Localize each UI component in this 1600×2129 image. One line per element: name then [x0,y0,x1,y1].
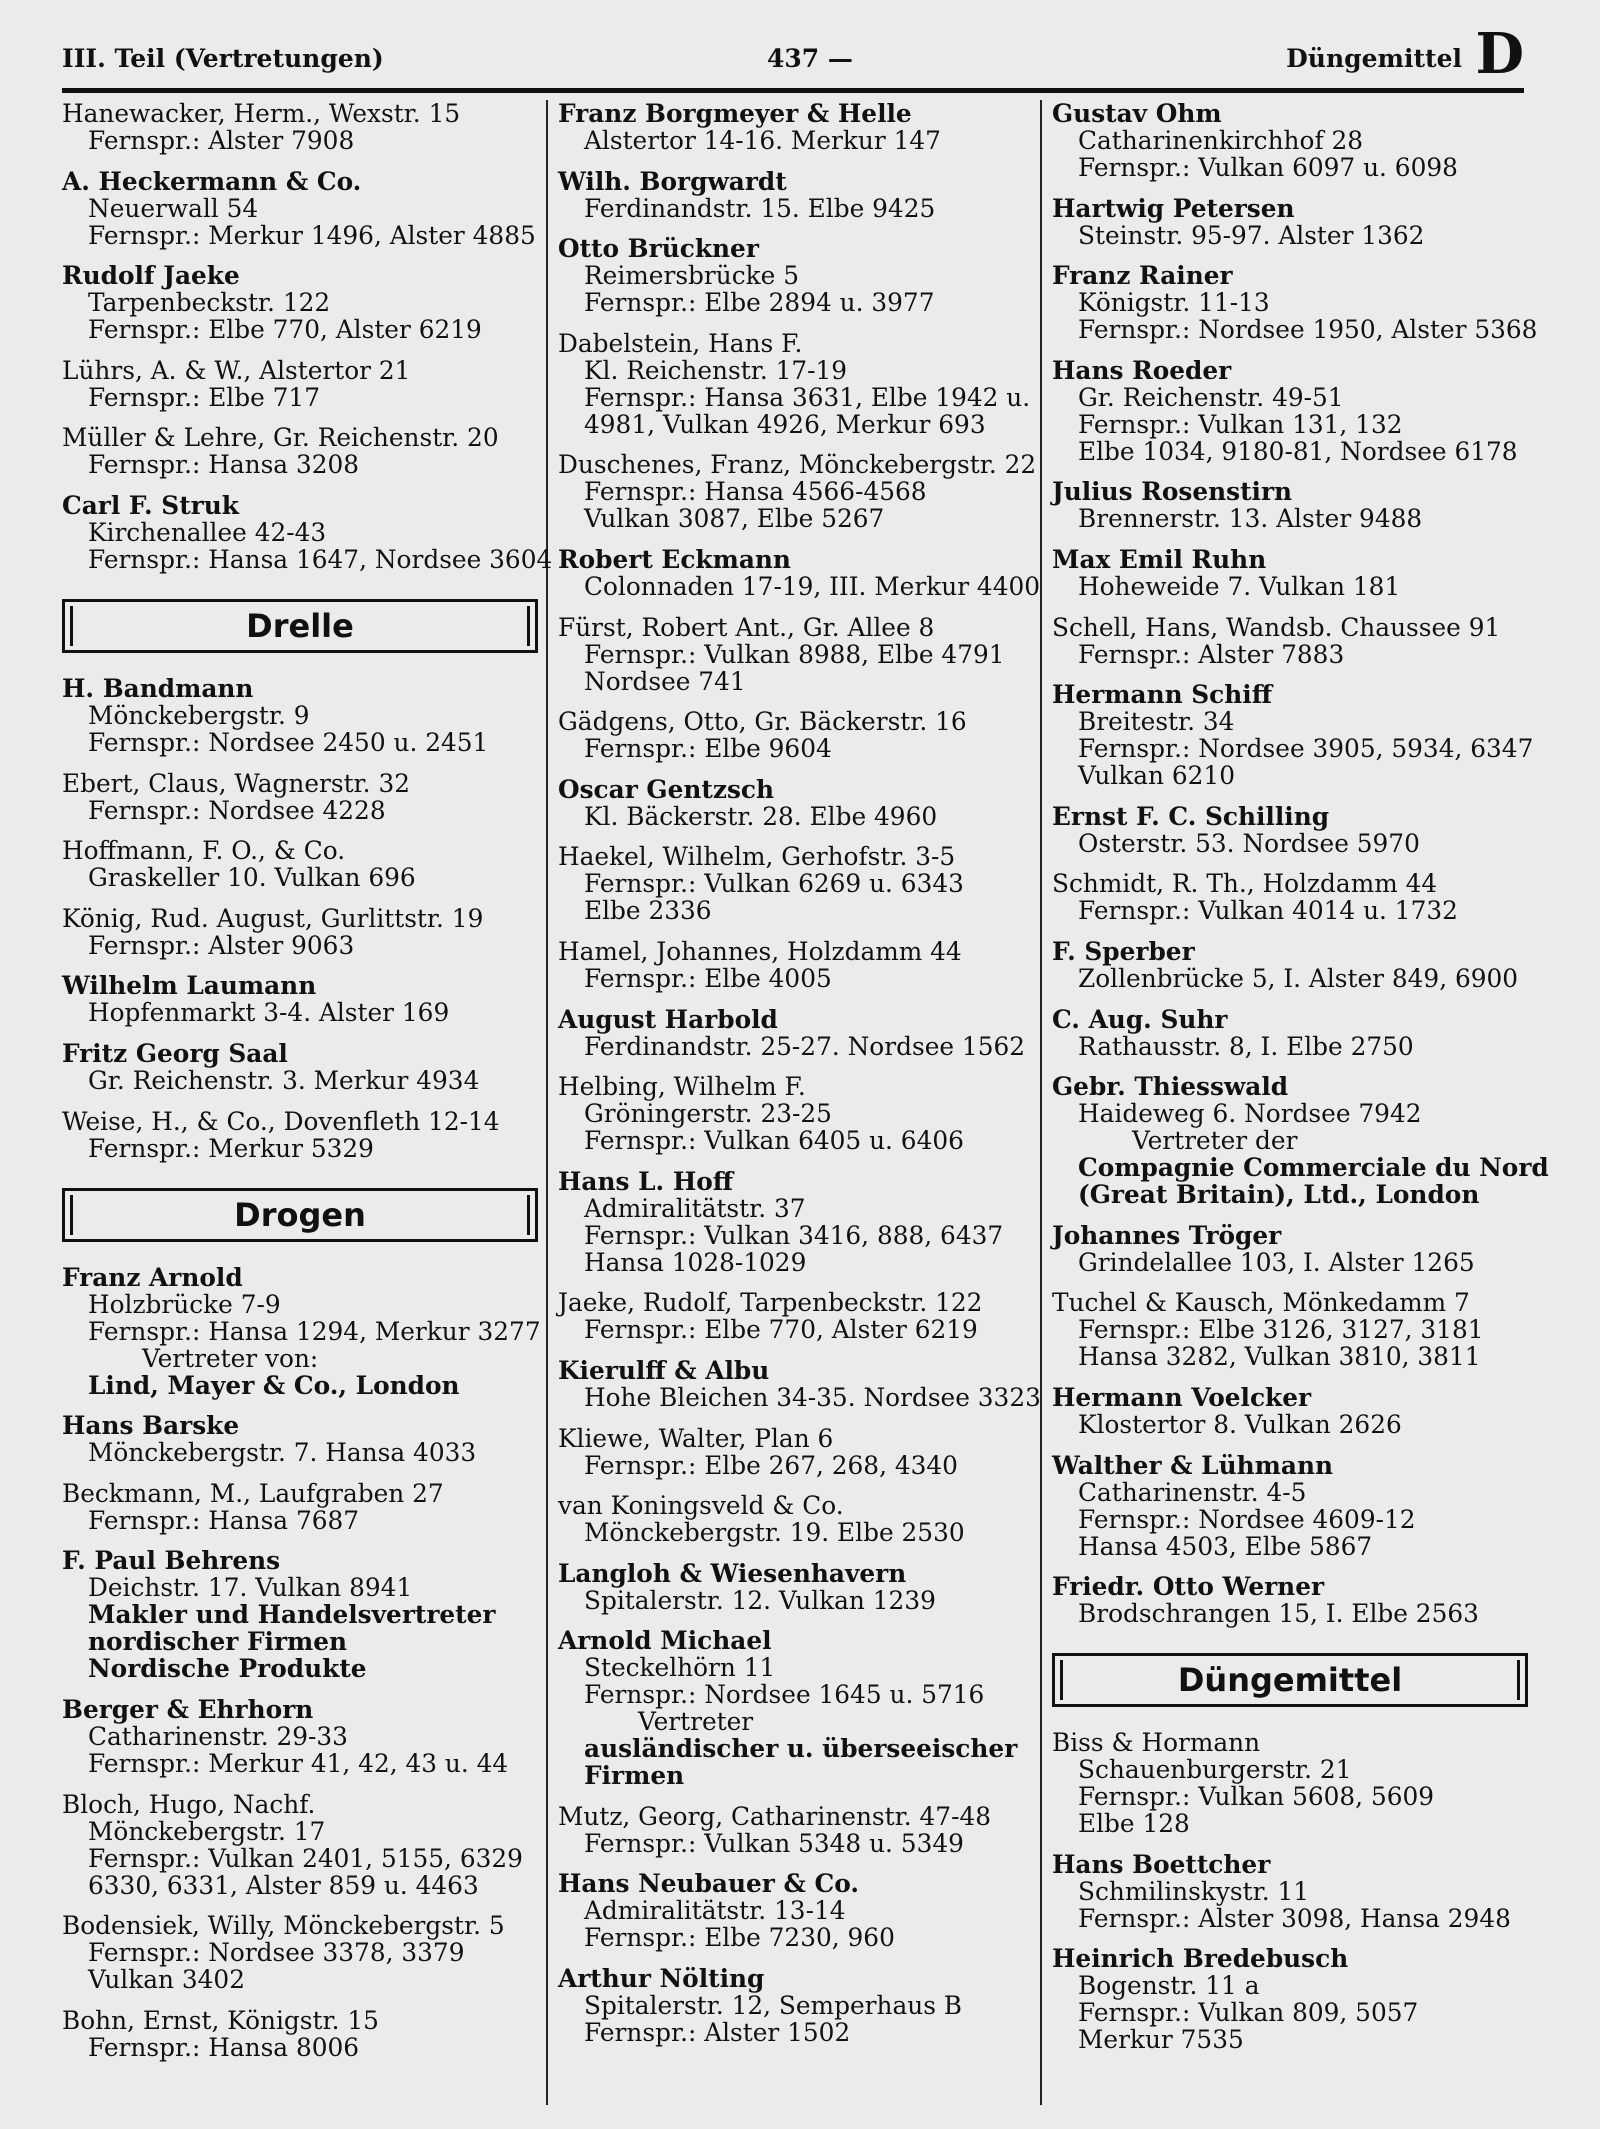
entry-detail: Fernspr.: Elbe 770, Alster 6219 [88,315,482,345]
directory-entry [1052,546,1528,600]
directory-entry [558,1870,1034,1951]
entry-detail: Spitalerstr. 12. Vulkan 1239 [584,1585,936,1615]
entry-detail: Fernspr.: Vulkan 8988, Elbe 4791 [584,639,1005,669]
directory-entry [1052,614,1528,668]
column-3 [1052,99,1549,2067]
directory-entry [1052,478,1528,532]
entry-detail: Osterstr. 53. Nordsee 5970 [1078,828,1420,858]
entry-detail: Ferdinandstr. 25-27. Nordsee 1562 [584,1031,1026,1061]
entry-name: Wilh. Borgwardt [558,166,787,196]
entry-name: Berger & Ehrhorn [62,1694,314,1724]
page-header [62,21,1524,88]
entry-name: Hans Boettcher [1052,1849,1271,1879]
directory-entry [558,1355,1041,1412]
entry-detail: Kl. Reichenstr. 17-19 [584,355,848,385]
entry-detail: Fernspr.: Nordsee 4609-12 [1078,1504,1416,1534]
directory-entry [62,262,538,343]
entry-name: Schmidt, R. Th., Holzdamm 44 [1052,869,1438,899]
entry-name: Gebr. Thiesswald [1052,1072,1289,1102]
directory-entry [62,1262,541,1400]
entry-name: Wilhelm Laumann [62,971,317,1001]
entry-detail: Fernspr.: Vulkan 6097 u. 6098 [1078,153,1458,182]
section-title: Drogen [234,1195,366,1234]
entry-name: Bloch, Hugo, Nachf. [62,1789,316,1819]
entry-name: Hermann Voelcker [1052,1382,1312,1412]
entry-name: Rudolf Jaeke [62,261,240,291]
directory-entry [62,905,538,959]
entry-name: Haekel, Wilhelm, Gerhofstr. 3-5 [558,842,956,872]
entry-name: Friedr. Otto Werner [1052,1572,1325,1602]
entry-detail: Fernspr.: Nordsee 3378, 3379 [88,1938,465,1968]
directory-entry [62,1040,538,1094]
directory-entry [558,708,1034,762]
directory-entry [62,424,538,478]
entry-detail: Mönckebergstr. 17 [88,1816,326,1846]
directory-entry [558,776,1034,830]
entry-name: Hermann Schiff [1052,680,1273,710]
entry-detail: Steckelhörn 11 [584,1653,776,1683]
entry-name: Schell, Hans, Wandsb. Chaussee 91 [1052,612,1501,642]
entry-name: Max Emil Ruhn [1052,544,1267,574]
entry-detail: Fernspr.: Vulkan 6269 u. 6343 [584,869,964,899]
entry-detail: Brennerstr. 13. Alster 9488 [1078,504,1423,534]
entry-name: Oscar Gentzsch [558,774,775,804]
entry-detail: Fernspr.: Hansa 8006 [88,2032,360,2062]
entry-detail: Hopfenmarkt 3-4. Alster 169 [88,998,450,1028]
directory-entry [62,1912,538,1993]
entry-detail: Fernspr.: Alster 9063 [88,930,355,960]
directory-entry [558,100,1034,154]
entry-detail: Fernspr.: Hansa 1294, Merkur 3277 [88,1316,541,1346]
entry-detail: Fernspr.: Vulkan 5348 u. 5349 [584,1828,964,1858]
entry-name: van Koningsveld & Co. [558,1491,844,1521]
directory-entry [558,235,1034,316]
entry-detail: Firmen [584,1761,685,1791]
entry-detail: Compagnie Commerciale du Nord [1078,1153,1549,1183]
directory-entry [62,770,538,824]
entry-detail: Fernspr.: Hansa 3631, Elbe 1942 u. [584,382,1031,412]
running-category: Düngemittel [1286,44,1462,73]
section-title: Drelle [246,606,354,645]
entry-detail: Elbe 1034, 9180-81, Nordsee 6178 [1078,436,1518,466]
header-rule [62,88,1524,93]
entry-detail: Klostertor 8. Vulkan 2626 [1078,1409,1402,1439]
entry-name: Franz Arnold [62,1262,243,1292]
entry-name: Lührs, A. & W., Alstertor 21 [62,355,411,385]
entry-detail: Nordsee 741 [584,666,746,696]
entry-name: H. Bandmann [62,673,254,703]
directory-entry [1052,1072,1549,1210]
entry-name: Hanewacker, Herm., Wexstr. 15 [62,99,461,128]
column-divider [546,100,548,2105]
directory-entry [62,1791,538,1899]
entry-name: Julius Rosenstirn [1052,477,1293,507]
entry-detail: Elbe 128 [1078,1809,1190,1839]
directory-entry [558,330,1034,438]
directory-entry [558,1289,1034,1343]
entry-detail: Fernspr.: Hansa 3208 [88,450,360,480]
entry-detail: Grindelallee 103, I. Alster 1265 [1078,1247,1475,1277]
entry-name: Otto Brückner [558,234,759,264]
directory-entry [1052,803,1528,857]
entry-name: Helbing, Wilhelm F. [558,1072,806,1102]
entry-name: Duschenes, Franz, Mönckebergstr. 22 [558,450,1037,480]
entry-detail: Fernspr.: Hansa 1647, Nordsee 3604 [88,544,553,574]
directory-entry [558,938,1034,992]
entry-detail: Fernspr.: Elbe 770, Alster 6219 [584,1315,978,1345]
entry-detail: Fernspr.: Vulkan 131, 132 [1078,409,1403,439]
column-1 [62,99,553,2074]
entry-detail: Nordische Produkte [88,1654,367,1684]
entry-detail: Haideweg 6. Nordsee 7942 [1078,1099,1422,1129]
entry-name: Walther & Lühmann [1052,1450,1334,1480]
section-heading [62,1188,538,1242]
entry-name: Franz Borgmeyer & Helle [558,99,912,128]
entry-detail: Tarpenbeckstr. 122 [88,288,331,318]
entry-detail: Fernspr.: Elbe 3126, 3127, 3181 [1078,1315,1484,1345]
directory-entry [62,357,538,411]
directory-entry [1052,680,1534,791]
entry-detail: Vulkan 3087, Elbe 5267 [584,504,885,534]
directory-entry [1052,100,1528,181]
directory-entry [558,450,1037,534]
entry-detail: Fernspr.: Elbe 267, 268, 4340 [584,1450,958,1480]
entry-name: Weise, H., & Co., Dovenfleth 12-14 [62,1106,500,1136]
entry-detail: Graskeller 10. Vulkan 696 [88,863,416,893]
entry-detail: Fernspr.: Elbe 7230, 960 [584,1923,895,1953]
entry-detail: Steinstr. 95-97. Alster 1362 [1078,220,1425,250]
directory-entry [558,1803,1034,1857]
page-number: 437 — [767,44,853,73]
directory-entry [62,100,538,154]
entry-detail: Vulkan 3402 [88,1965,245,1995]
entry-detail: Fernspr.: Vulkan 4014 u. 1732 [1078,896,1458,926]
entry-name: Hoffmann, F. O., & Co. [62,836,346,866]
entry-name: Jaeke, Rudolf, Tarpenbeckstr. 122 [558,1288,983,1318]
entry-name: Bodensiek, Willy, Mönckebergstr. 5 [62,1911,505,1941]
directory-entry [1052,195,1528,249]
directory-entry [558,1965,1034,2046]
entry-name: Heinrich Bredebusch [1052,1944,1349,1974]
directory-entry [558,1006,1034,1060]
entry-detail: Hansa 3282, Vulkan 3810, 3811 [1078,1342,1481,1372]
entry-detail: Zollenbrücke 5, I. Alster 849, 6900 [1078,963,1519,993]
directory-entry [62,490,553,574]
entry-detail: Mönckebergstr. 7. Hansa 4033 [88,1438,477,1468]
directory-entry [558,843,1034,924]
entry-detail: 4981, Vulkan 4926, Merkur 693 [584,409,986,439]
entry-detail: Bogenstr. 11 a [1078,1971,1260,2001]
entry-name: F. Sperber [1052,936,1195,966]
entry-detail: Fernspr.: Elbe 717 [88,382,320,412]
directory-entry [1052,938,1528,992]
entry-name: C. Aug. Suhr [1052,1004,1228,1034]
entry-detail: Fernspr.: Alster 3098, Hansa 2948 [1078,1903,1511,1933]
entry-detail: Colonnaden 17-19, III. Merkur 4400 [584,571,1041,601]
entry-name: Kierulff & Albu [558,1355,770,1385]
entry-detail: Alstertor 14-16. Merkur 147 [584,126,941,155]
entry-detail: Kl. Bäckerstr. 28. Elbe 4960 [584,801,938,831]
entry-name: Robert Eckmann [558,544,791,574]
entry-name: Dabelstein, Hans F. [558,328,803,358]
entry-detail: Gr. Reichenstr. 3. Merkur 4934 [88,1065,480,1095]
directory-entry [1052,1573,1528,1627]
entry-name: Franz Rainer [1052,261,1233,291]
directory-entry [558,168,1034,222]
entry-detail: Fernspr.: Vulkan 5608, 5609 [1078,1782,1435,1812]
entry-name: Ebert, Claus, Wagnerstr. 32 [62,768,411,798]
entry-name: Arnold Michael [558,1626,772,1656]
directory-entry [62,972,538,1026]
entry-name: Müller & Lehre, Gr. Reichenstr. 20 [62,423,499,453]
directory-entry [558,1425,1034,1479]
entry-detail: Gr. Reichenstr. 49-51 [1078,382,1344,412]
entry-name: Hamel, Johannes, Holzdamm 44 [558,936,962,966]
entry-detail: Catharinenkirchhof 28 [1078,126,1364,155]
entry-detail: Fernspr.: Nordsee 3905, 5934, 6347 [1078,734,1534,764]
entry-detail: Spitalerstr. 12, Semperhaus B [584,1991,963,2021]
entry-detail: Hoheweide 7. Vulkan 181 [1078,571,1401,601]
entry-name: August Harbold [558,1004,778,1034]
directory-entry [1052,261,1538,345]
entry-detail: Rathausstr. 8, I. Elbe 2750 [1078,1031,1414,1061]
entry-detail: Fernspr.: Vulkan 6405 u. 6406 [584,1126,964,1156]
entry-name: Mutz, Georg, Catharinenstr. 47-48 [558,1801,992,1831]
index-letter: D [1475,21,1524,87]
entry-detail: Fernspr.: Hansa 4566-4568 [584,477,927,507]
entry-name: Gädgens, Otto, Gr. Bäckerstr. 16 [558,707,967,737]
entry-detail: Fernspr.: Hansa 7687 [88,1505,360,1535]
directory-entry [558,1168,1034,1276]
directory-entry [62,2007,538,2061]
entry-detail: Deichstr. 17. Vulkan 8941 [88,1573,413,1603]
entry-name: Langloh & Wiesenhavern [558,1558,907,1588]
entry-detail: Reimersbrücke 5 [584,261,799,291]
entry-detail: Fernspr.: Merkur 5329 [88,1133,374,1163]
entry-detail: Fernspr.: Vulkan 809, 5057 [1078,1998,1419,2028]
entry-detail: Fernspr.: Elbe 4005 [584,963,832,993]
column-2 [558,99,1041,2060]
directory-entry [1052,1384,1528,1438]
entry-name: Bohn, Ernst, Königstr. 15 [62,2005,379,2035]
directory-entry [558,544,1041,601]
entry-detail: Fernspr.: Nordsee 2450 u. 2451 [88,727,489,757]
directory-entry [62,1547,538,1682]
entry-name: Biss & Hormann [1052,1728,1261,1758]
entry-detail: Fernspr.: Elbe 2894 u. 3977 [584,288,935,318]
directory-entry [1052,357,1528,465]
entry-name: A. Heckermann & Co. [62,166,362,196]
entry-detail: Hansa 1028-1029 [584,1247,807,1277]
entry-detail: Fernspr.: Nordsee 1645 u. 5716 [584,1680,985,1710]
entry-detail: Vertreter [638,1707,754,1737]
directory-entry [62,675,538,756]
directory-entry [558,1073,1034,1154]
entry-detail: Fernspr.: Merkur 41, 42, 43 u. 44 [88,1748,509,1778]
entry-detail: Vertreter von: [142,1343,319,1373]
column-divider [1040,100,1042,2105]
entry-detail: Hohe Bleichen 34-35. Nordsee 3323 [584,1382,1041,1412]
entry-detail: Fernspr.: Merkur 1496, Alster 4885 [88,220,536,250]
entry-detail: Schauenburgerstr. 21 [1078,1755,1352,1785]
entry-detail: Ferdinandstr. 15. Elbe 9425 [584,193,936,223]
entry-detail: Vertreter der [1132,1126,1298,1156]
directory-entry [1052,1006,1528,1060]
entry-detail: Fernspr.: Vulkan 2401, 5155, 6329 [88,1843,523,1873]
directory-entry [1052,1452,1528,1560]
entry-detail: ausländischer u. überseeischer [584,1734,1018,1764]
directory-entry [62,1412,538,1466]
entry-name: Tuchel & Kausch, Mönkedamm 7 [1052,1288,1470,1318]
entry-detail: 6330, 6331, Alster 859 u. 4463 [88,1870,479,1900]
directory-entry [62,1108,538,1162]
entry-detail: (Great Britain), Ltd., London [1078,1180,1480,1210]
entry-detail: Admiralitätstr. 37 [584,1193,806,1223]
entry-detail: Fernspr.: Alster 7908 [88,126,355,155]
directory-entry [1052,870,1528,924]
directory-entry [558,1560,1034,1614]
directory-entry [62,1480,538,1534]
entry-detail: Fernspr.: Elbe 9604 [584,734,832,764]
entry-detail: Königstr. 11-13 [1078,288,1270,318]
directory-entry [62,1696,538,1777]
entry-name: Hans Barske [62,1411,240,1441]
entry-name: Carl F. Struk [62,490,239,520]
entry-detail: Gröningerstr. 23-25 [584,1099,832,1129]
directory-entry [1052,1945,1528,2053]
directory-entry [1052,1222,1528,1276]
entry-detail: Fernspr.: Alster 7883 [1078,639,1345,669]
entry-detail: Makler und Handelsvertreter [88,1600,496,1630]
directory-entry [1052,1289,1528,1370]
entry-detail: Mönckebergstr. 9 [88,700,310,730]
entry-detail: Admiralitätstr. 13-14 [584,1896,846,1926]
entry-name: Hans Roeder [1052,355,1232,385]
entry-detail: Hansa 4503, Elbe 5867 [1078,1531,1373,1561]
part-title: III. Teil (Vertretungen) [62,44,384,73]
entry-name: Hans L. Hoff [558,1166,734,1196]
entry-name: Kliewe, Walter, Plan 6 [558,1423,834,1453]
directory-entry [1052,1729,1528,1837]
entry-detail: Merkur 7535 [1078,2025,1244,2055]
entry-detail: Catharinenstr. 29-33 [88,1721,348,1751]
entry-name: Ernst F. C. Schilling [1052,801,1330,831]
entry-detail: Kirchenallee 42-43 [88,517,327,547]
section-heading [1052,1653,1528,1707]
entry-detail: Mönckebergstr. 19. Elbe 2530 [584,1518,965,1548]
entry-name: Gustav Ohm [1052,99,1222,128]
entry-name: Arthur Nölting [558,1964,765,1994]
section-title: Düngemittel [1177,1661,1403,1700]
entry-detail: Vulkan 6210 [1078,761,1235,791]
entry-detail: Catharinenstr. 4-5 [1078,1477,1307,1507]
entry-detail: Holzbrücke 7-9 [88,1289,281,1319]
entry-detail: Brodschrangen 15, I. Elbe 2563 [1078,1599,1479,1629]
entry-detail: Neuerwall 54 [88,193,259,223]
entry-name: König, Rud. August, Gurlittstr. 19 [62,903,484,933]
directory-entry [558,1492,1034,1546]
entry-detail: nordischer Firmen [88,1627,348,1657]
entry-name: Fritz Georg Saal [62,1038,288,1068]
directory-entry [62,837,538,891]
entry-name: Johannes Tröger [1052,1220,1282,1250]
entry-name: Hartwig Petersen [1052,193,1295,223]
directory-entry [558,1627,1034,1789]
directory-entry [1052,1851,1528,1932]
directory-entry [558,614,1034,695]
entry-detail: Fernspr.: Vulkan 3416, 888, 6437 [584,1220,1004,1250]
entry-name: Fürst, Robert Ant., Gr. Allee 8 [558,612,935,642]
entry-name: Hans Neubauer & Co. [558,1869,859,1899]
entry-detail: Fernspr.: Nordsee 4228 [88,795,386,825]
entry-detail: Lind, Mayer & Co., London [88,1370,460,1400]
entry-detail: Fernspr.: Alster 1502 [584,2018,851,2048]
entry-name: F. Paul Behrens [62,1546,281,1576]
entry-detail: Fernspr.: Nordsee 1950, Alster 5368 [1078,315,1538,345]
directory-entry [62,168,538,249]
entry-detail: Breitestr. 34 [1078,707,1235,737]
section-heading [62,599,538,653]
entry-name: Beckmann, M., Laufgraben 27 [62,1478,444,1508]
entry-detail: Elbe 2336 [584,896,712,926]
entry-detail: Schmilinskystr. 11 [1078,1876,1310,1906]
